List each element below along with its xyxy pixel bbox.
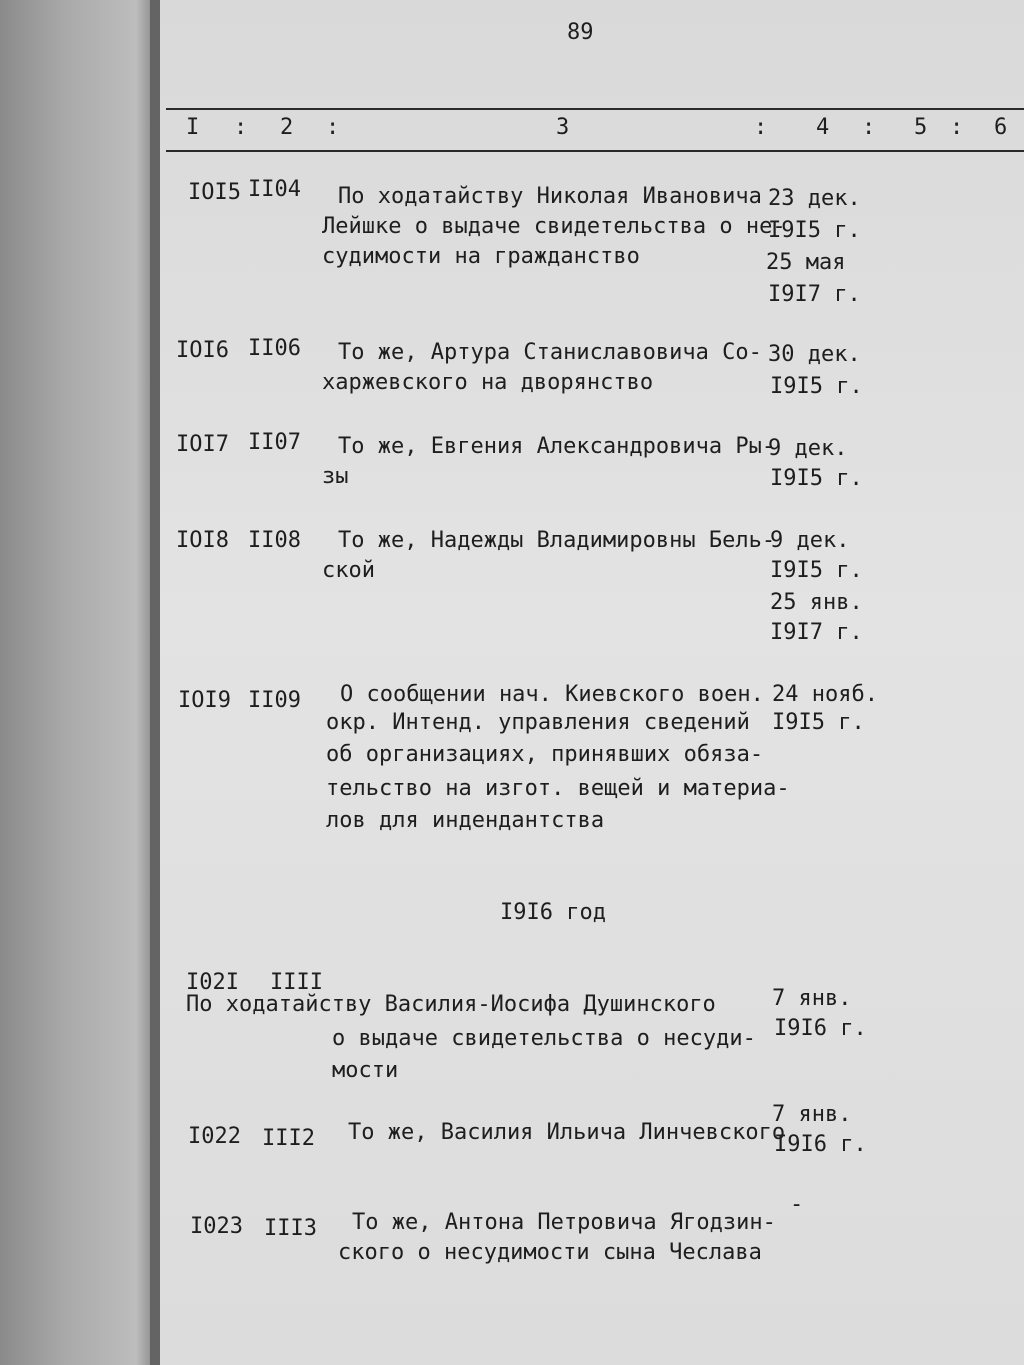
header-bottom-rule (166, 150, 1024, 152)
file-number: II08 (248, 528, 301, 553)
record-date: - (790, 1192, 804, 1217)
page-number: 89 (567, 20, 594, 45)
record-title-line: То же, Евгения Александровича Ры- (338, 434, 776, 459)
record-title-line: То же, Василия Ильича Линчевского (348, 1120, 786, 1145)
header-sep-2: : (326, 115, 340, 140)
record-title-line: О сообщении нач. Киевского воен. (340, 682, 764, 707)
record-title-line: ского о несудимости сына Чеслава (338, 1240, 762, 1265)
file-number: II09 (248, 688, 301, 713)
header-sep-1: : (234, 115, 248, 140)
year-heading: I9I6 год (500, 900, 606, 925)
record-date: 25 мая (766, 250, 846, 275)
record-date: 23 дек. (768, 186, 861, 211)
header-col-6: 6 (994, 115, 1008, 140)
record-title-line: То же, Надежды Владимировны Бель- (338, 528, 776, 553)
header-sep-4: : (862, 115, 876, 140)
record-title-line: тельство на изгот. вещей и материа- (326, 776, 790, 801)
record-title-line: По ходатайству Николая Ивановича (338, 184, 762, 209)
record-title-line: судимости на гражданство (322, 244, 640, 269)
record-date: I9I5 г. (772, 710, 865, 735)
record-number: I022 (188, 1124, 241, 1149)
file-number: II06 (248, 336, 301, 361)
record-title-line: зы (322, 464, 349, 489)
header-col-4: 4 (816, 115, 830, 140)
header-col-1: I (186, 115, 200, 140)
record-date: 25 янв. (770, 590, 863, 615)
record-number: IOI9 (178, 688, 231, 713)
header-top-rule (166, 108, 1024, 110)
header-sep-5: : (950, 115, 964, 140)
file-number: IIII (270, 970, 323, 995)
record-title-line: Лейшке о выдаче свидетельства о не- (322, 214, 786, 239)
header-sep-3: : (754, 115, 768, 140)
file-number: II04 (248, 177, 301, 202)
record-number: IOI7 (176, 432, 229, 457)
record-title-line: о выдаче свидетельства о несуди- (332, 1026, 756, 1051)
record-number: IOI6 (176, 338, 229, 363)
left-page-edge (0, 0, 160, 1365)
record-date: I9I7 г. (768, 282, 861, 307)
record-number: I023 (190, 1214, 243, 1239)
header-col-3: 3 (556, 115, 570, 140)
record-title-line: По ходатайству Василия-Иосифа Душинского (186, 992, 716, 1017)
record-title-line: ской (322, 558, 375, 583)
record-date: 24 нояб. (772, 682, 878, 707)
record-title-line: окр. Интенд. управления сведений (326, 710, 750, 735)
record-date: 30 дек. (768, 342, 861, 367)
record-number: I02I (186, 970, 239, 995)
record-date: I9I5 г. (768, 218, 861, 243)
record-date: I9I5 г. (770, 466, 863, 491)
record-title-line: мости (332, 1058, 399, 1083)
file-number: III2 (262, 1126, 315, 1151)
header-col-2: 2 (280, 115, 294, 140)
record-title-line: об организациях, принявших обяза- (326, 742, 764, 767)
file-number: II07 (248, 430, 301, 455)
header-col-5: 5 (914, 115, 928, 140)
document-page (160, 0, 1024, 1365)
record-date: 7 янв. (772, 986, 852, 1011)
record-title-line: То же, Артура Станиславовича Со- (338, 340, 762, 365)
record-date: 9 дек. (768, 436, 848, 461)
record-date: I9I6 г. (774, 1132, 867, 1157)
record-date: I9I7 г. (770, 620, 863, 645)
record-date: I9I5 г. (770, 374, 863, 399)
record-title-line: лов для индендантства (326, 808, 605, 833)
record-date: 9 дек. (770, 528, 850, 553)
record-number: IOI5 (188, 180, 241, 205)
record-date: I9I6 г. (774, 1016, 867, 1041)
record-title-line: То же, Антона Петровича Ягодзин- (352, 1210, 776, 1235)
record-date: 7 янв. (772, 1102, 852, 1127)
file-number: III3 (264, 1216, 317, 1241)
record-title-line: харжевского на дворянство (322, 370, 654, 395)
record-date: I9I5 г. (770, 558, 863, 583)
record-number: IOI8 (176, 528, 229, 553)
